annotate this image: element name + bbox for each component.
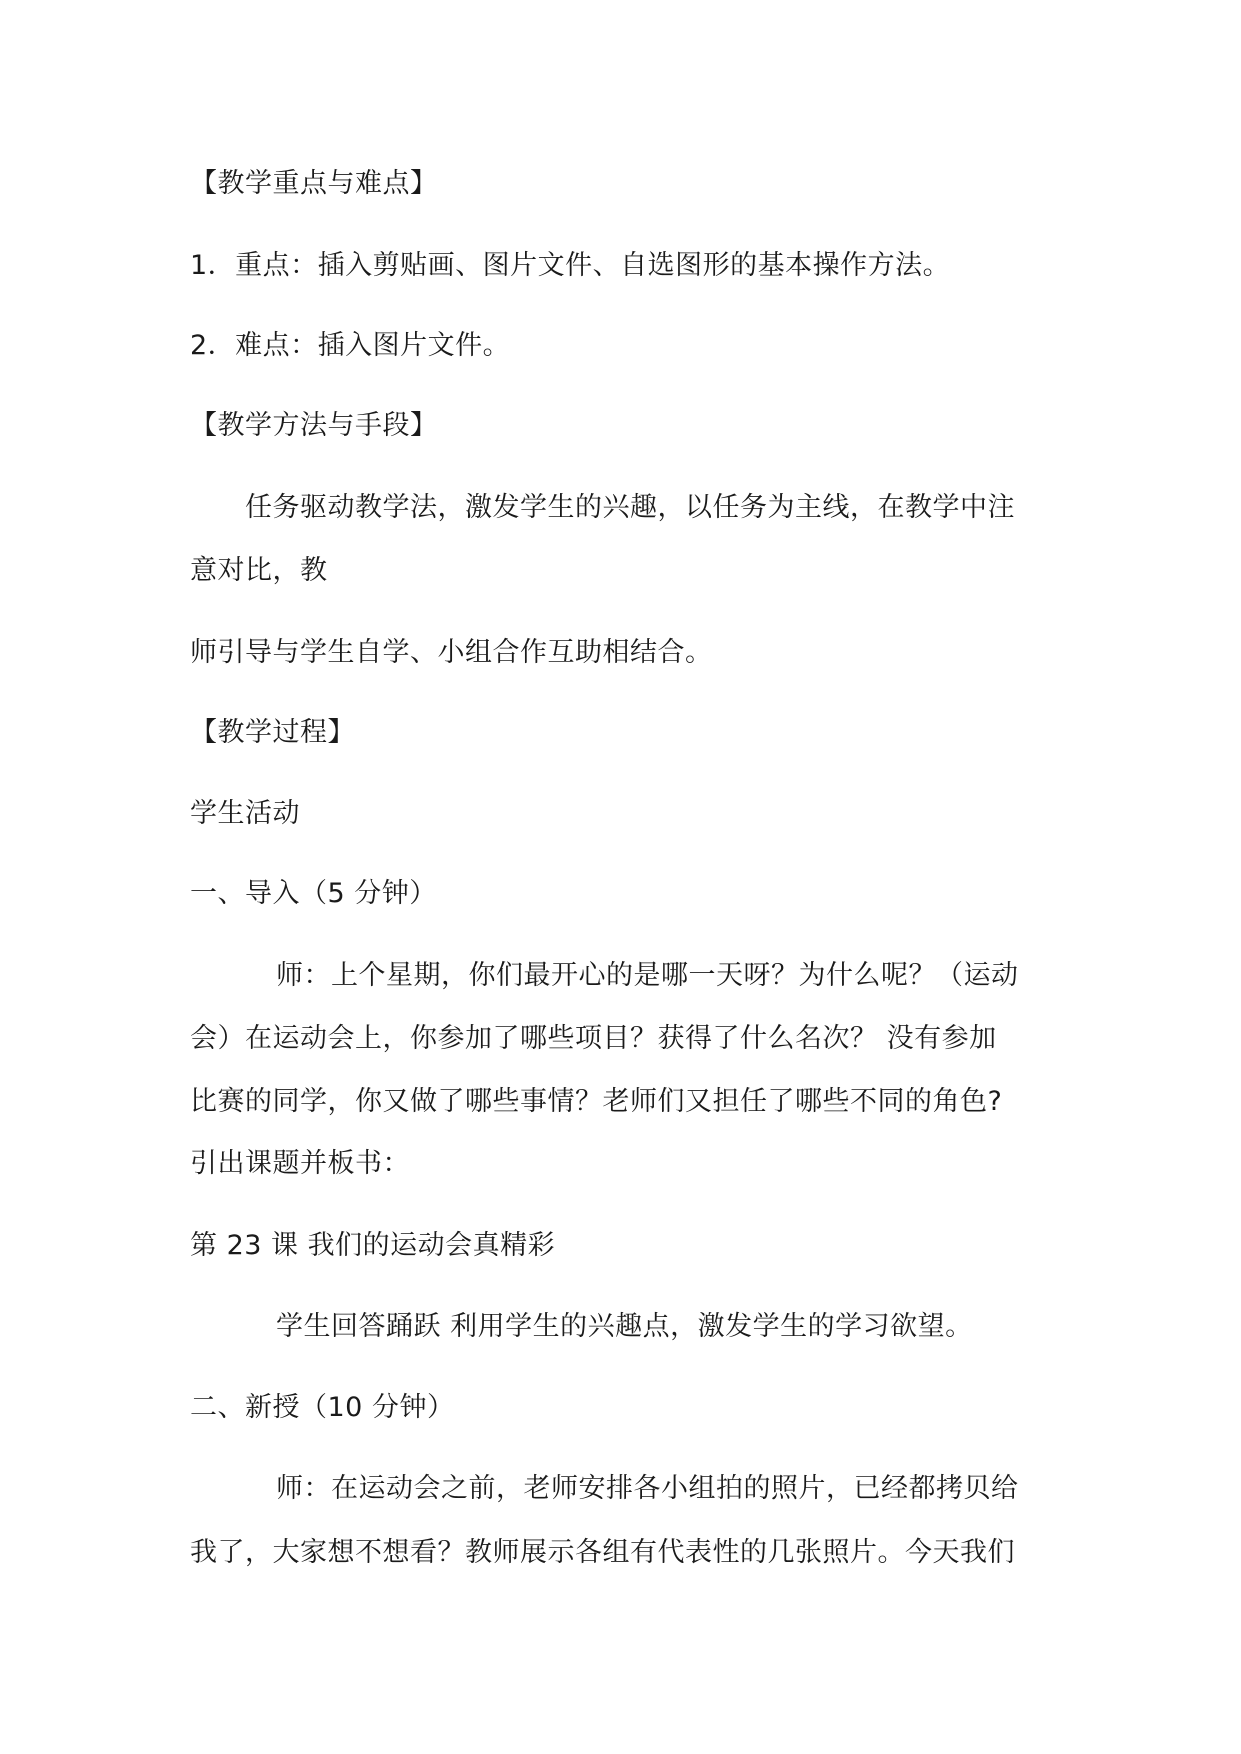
intro-line-2: 会）在运动会上，你参加了哪些项目？获得了什么名次？ 没有参加	[190, 1023, 997, 1054]
student-response: 学生回答踊跃 利用学生的兴趣点，激发学生的学习欲望。	[276, 1311, 973, 1342]
intro-line-4: 引出课题并板书：	[190, 1148, 410, 1179]
intro-line-1: 师：上个星期，你们最开心的是哪一天呀？为什么呢？（运动	[276, 960, 1019, 991]
methods-line-1: 任务驱动教学法，激发学生的兴趣，以任务为主线，在教学中注	[245, 492, 1015, 523]
section-intro-heading: 一、导入（5 分钟）	[190, 878, 437, 909]
lesson-title: 第 23 课 我们的运动会真精彩	[190, 1230, 556, 1261]
heading-key-points: 【教学重点与难点】	[190, 168, 438, 199]
methods-line-2: 意对比，教	[190, 555, 328, 586]
new-line-1: 师：在运动会之前，老师安排各小组拍的照片，已经都拷贝给	[276, 1473, 1019, 1504]
new-line-2: 我了，大家想不想看？教师展示各组有代表性的几张照片。今天我们	[190, 1537, 1015, 1568]
key-point-2: 2．难点：插入图片文件。	[190, 330, 511, 361]
methods-line-3: 师引导与学生自学、小组合作互助相结合。	[190, 637, 713, 668]
student-activity-label: 学生活动	[190, 798, 300, 829]
heading-methods: 【教学方法与手段】	[190, 410, 438, 441]
key-point-1: 1．重点：插入剪贴画、图片文件、自选图形的基本操作方法。	[190, 250, 951, 281]
section-new-heading: 二、新授（10 分钟）	[190, 1392, 455, 1423]
heading-process: 【教学过程】	[190, 717, 355, 748]
intro-line-3: 比赛的同学，你又做了哪些事情？老师们又担任了哪些不同的角色?	[190, 1086, 1003, 1117]
